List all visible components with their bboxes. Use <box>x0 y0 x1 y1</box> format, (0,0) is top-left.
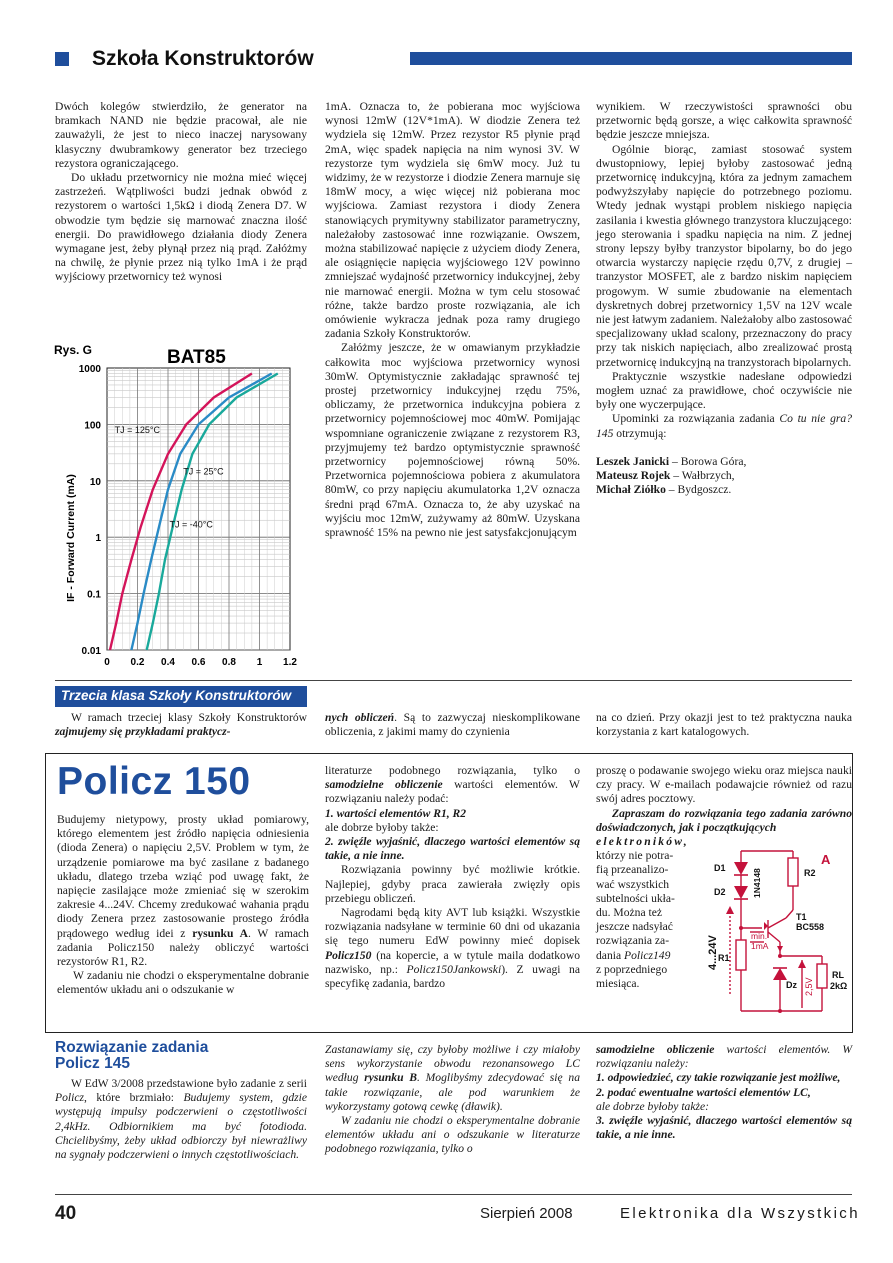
paragraph <box>596 1043 852 1071</box>
node <box>778 954 782 958</box>
paragraph <box>325 1043 580 1114</box>
chart-y-ticks <box>79 364 102 657</box>
label-t1: T1 <box>796 912 807 922</box>
winner-item <box>596 455 852 469</box>
text: samodzielne obliczenie <box>596 1043 715 1056</box>
text: nych obliczeń <box>325 711 395 724</box>
text: rysunku A <box>192 926 248 940</box>
y-tick-label: 10 <box>89 476 101 488</box>
resistor-r1 <box>736 940 746 970</box>
text: Zastanawiamy się, czy byłoby możliwe i czy miałoby sens wykorzystanie obwodu rezonansowego LC według <box>325 1043 580 1085</box>
y-tick-label: 100 <box>84 420 101 432</box>
paragraph: 1mA. Oznacza to, że pobierana moc wyjściowa wynosi 12mW (12V*1mA). W diodzie Zenera też wydziela się 12mW. Przez rezystor R5 płynie prąd 2mA, więc spadek napięcia na nim wynosi 3V. W rezystorze tym wydziela się 6mW mocy. Już tu widzimy, że w rezystorze i diodzie Zenera marnuje się 18mW mocy, a więc więcej niż pobierana moc wyjściowa. Zamiast rezystora i diody Zenera stanowiących prymitywny stabilizator parametryczny, należałoby zastosować inne rozwiązanie. Owszem, można stabilizować napięcie z użyciem diody Zenera, ale osiągnięcie napięcia wyjściowego 12V powinno zmniejszać wydajność przetwornicy indukcyjnej, żeby nie marnować energii. Można w tym celu stosować różne, także bardzo proste rozwiązania, ale ich omówienie wykracza jednak poza ramy drugiego zadania Szkoły Konstruktorów. <box>325 100 580 341</box>
paragraph <box>55 1077 307 1162</box>
label-vz: 2,5V <box>804 977 814 996</box>
article-column-2 <box>325 100 580 540</box>
invitation: Zapraszam do rozwiązania tego zadania zarówno doświadczonych, jak i początkujących <box>596 806 852 834</box>
text: Policz149 <box>624 948 671 962</box>
text: otrzymują: <box>613 426 667 440</box>
x-tick-label: 1 <box>256 657 263 668</box>
invitation-word: elektroników, <box>596 835 689 849</box>
circuit-diagram-a <box>706 848 854 1016</box>
chart-grid <box>107 368 290 650</box>
x-tick-label: 0 <box>104 657 110 668</box>
text: ). Z uwagi na specyfikę zadania, bardzo <box>325 962 580 991</box>
text: W EdW 3/2008 przedstawione było zadanie z serii <box>71 1077 307 1090</box>
bat85-chart <box>52 340 310 675</box>
third-class-column-3 <box>596 711 852 739</box>
line: którzy nie potra- <box>596 849 674 863</box>
text: literaturze podobnego rozwiązania, tylko o <box>325 764 580 777</box>
curve-label: TJ = 125°C <box>114 425 160 436</box>
label-d1: D1 <box>714 863 726 873</box>
paragraph <box>596 412 852 440</box>
paragraph <box>55 711 307 739</box>
solution-column-3 <box>596 1043 852 1142</box>
resistor-r2 <box>788 858 798 886</box>
node <box>778 1009 782 1013</box>
label-current: 1mA <box>751 941 769 951</box>
text: zajmujemy się przykładami praktycz- <box>55 725 231 739</box>
curve-0 <box>110 374 252 651</box>
winner-city: – Bydgoszcz. <box>665 483 732 497</box>
list-item: 3. zwięźle wyjaśnić, dlaczego wartości elementów są takie, a nie inne. <box>596 1114 852 1142</box>
third-class-column-2 <box>325 711 580 739</box>
x-tick-label: 0.8 <box>222 657 236 668</box>
policz150-column-2 <box>325 764 580 991</box>
text: Policz <box>55 1091 84 1105</box>
list-item: 1. wartości elementów R1, R2 <box>325 806 467 820</box>
node <box>739 926 743 930</box>
winner-item <box>596 469 852 483</box>
text: dania <box>596 948 625 962</box>
text: Upominki za rozwiązania zadania <box>612 412 780 426</box>
divider <box>55 680 852 681</box>
chart-x-ticks <box>104 657 297 668</box>
paragraph: ale dobrze byłoby także: <box>596 1099 710 1113</box>
paragraph: proszę o podawanie swojego wieku oraz miejsca nauki czy pracy. W e-mailach podawajcie również od razu swój adres pocztowy. <box>596 764 852 806</box>
label-d2: D2 <box>714 887 726 897</box>
label-rl-value: 2kΩ <box>830 981 848 991</box>
text: samodzielne obliczenie <box>325 778 443 792</box>
footer-divider <box>55 1194 852 1195</box>
page-number: 40 <box>55 1203 77 1224</box>
policz150-column-1 <box>57 813 309 998</box>
paragraph <box>325 764 580 807</box>
text: . W ramach zadania Policz150 należy obliczyć wartości rezystorów R1, R2. <box>57 926 309 969</box>
chart-ylabel: IF - Forward Current (mA) <box>65 474 77 602</box>
resistor-rl <box>817 964 827 988</box>
line: wać wszystkich <box>596 877 670 891</box>
policz150-title: Policz 150 <box>57 760 251 803</box>
winner-city: – Wałbrzych, <box>670 469 735 483</box>
issue-date: Sierpień 2008 <box>480 1205 573 1222</box>
text: Nagrodami będą kity AVT lub książki. Wszystkie rozwiązania nadsyłane w terminie 60 dni od ukazania się tego numeru EdW powinny mieć dopisek <box>325 906 580 948</box>
header-square <box>55 52 69 66</box>
paragraph: na co dzień. Przy okazji jest to też praktyczna nauka korzystania z kart katalogowych. <box>596 711 852 739</box>
line: miesiąca. <box>596 977 640 991</box>
x-tick-label: 0.6 <box>191 657 206 668</box>
line <box>596 949 704 963</box>
y-tick-label: 1000 <box>78 364 101 375</box>
chart-label: Rys. G <box>54 343 93 357</box>
line: fią przeanalizo- <box>596 863 669 877</box>
article-column-3 <box>596 100 852 497</box>
y-tick-label: 0.1 <box>87 589 101 601</box>
text: W ramach trzeciej klasy Szkoły Konstruktorów <box>71 711 307 724</box>
chart-title: BAT85 <box>167 347 226 368</box>
paragraph: W zadaniu nie chodzi o eksperymentalne dobranie elementów układu ani o odszukanie w <box>57 969 309 997</box>
winner-city: – Borowa Góra, <box>669 454 747 468</box>
paragraph: W zadaniu nie chodzi o eksperymentalne dobranie elementów układu ani o odszukanie w literaturze podobnego rozwiązania, tylko o <box>325 1114 580 1156</box>
winner-name: Leszek Janicki <box>596 454 670 468</box>
line: subtelności ukła- <box>596 891 675 905</box>
winner-item <box>596 483 852 497</box>
label-rl: RL <box>832 970 844 980</box>
text: Policz150Jankowski <box>406 962 502 976</box>
list-item: 1. odpowiedzieć, czy takie rozwiązanie jest możliwe, <box>596 1071 841 1085</box>
label-supply: 4...24V <box>707 935 719 970</box>
paragraph: Praktycznie wszystkie nadesłane odpowiedzi mogłem uznać za prawidłowe, choć oczywiście nie były one wyczerpujące. <box>596 369 852 412</box>
y-tick-label: 0.01 <box>81 646 101 657</box>
chart-svg <box>52 340 310 675</box>
curve-2 <box>147 374 278 651</box>
paragraph <box>57 813 309 969</box>
figure-label: A <box>821 852 831 867</box>
winner-name: Michał Ziółko <box>596 483 666 497</box>
label-dz: Dz <box>786 980 797 990</box>
text: . Moglibyśmy zdecydować się na takie rozwiązanie, ale pod warunkiem że wykorzystamy gotową cewkę (dławik). <box>325 1071 580 1113</box>
label-r2: R2 <box>804 868 816 878</box>
text: wartości elementów. W rozwiązaniu należy: <box>596 1043 852 1071</box>
x-tick-label: 1.2 <box>283 657 297 668</box>
paragraph: Dwóch kolegów stwierdziło, że generator na bramkach NAND nie będzie pracował, ale nie zauważyli, że jest to nieco inaczej narysowany klasyczny dwubramkowy generator bez trzeciego rezystora ograniczającego. <box>55 100 307 170</box>
text: Policz150 <box>325 948 372 962</box>
text: wartości elementów. W rozwiązaniu należy podać: <box>325 778 580 806</box>
solution-title-line: Policz 145 <box>55 1055 130 1072</box>
section-title: Szkoła Konstruktorów <box>92 47 314 70</box>
curve-1 <box>131 374 271 651</box>
third-class-header: Trzecia klasa Szkoły Konstruktorów <box>55 686 307 707</box>
curve-label: TJ = -40°C <box>169 519 213 530</box>
paragraph <box>325 906 580 991</box>
paragraph: ale dobrze byłoby także: <box>325 820 439 834</box>
text: . Są to zazwyczaj nieskomplikowane obliczenia, z jakimi mamy do czynienia <box>325 711 580 739</box>
text: Budujemy system, gdzie występują impulsy podczerwieni o częstotliwości 2,4kHz. Odbiornikiem ma być fotodioda. Chcielibyśmy, żeby układ odbiorczy był niewrażliwy na sygnały podczerwieni o innych częstotliwościach. <box>55 1091 307 1162</box>
label-r1: R1 <box>718 953 730 963</box>
article-column-1 <box>55 100 307 285</box>
curve-label: TJ = 25°C <box>183 466 224 477</box>
paragraph: wynikiem. W rzeczywistości sprawności obu przetwornic będą gorsze, a więc całkowita sprawność będzie jeszcze mniejsza. <box>596 100 852 142</box>
line: z poprzedniego <box>596 962 668 976</box>
y-tick-label: 1 <box>95 533 101 545</box>
line: du. Można też <box>596 906 662 920</box>
text: (na kopercie, a w tytule maila dodatkowo nazwisko, np.: <box>325 948 580 976</box>
winner-name: Mateusz Rojek <box>596 469 671 483</box>
solution-title <box>55 1040 208 1072</box>
chart-curves <box>110 374 278 651</box>
task-name: Co tu nie gra? 145 <box>596 412 852 440</box>
paragraph: Ogólnie biorąc, zamiast stosować system dwustopniowy, lepiej byłoby zastosować jedną przetwornicę indukcyjną, która za jednym zamachem podwyższyłaby napięcie do potrzebnego poziomu. Wtedy jednak wystąpi problem niskiego napięcia zasilania i kwestia głównego tranzystora kluczującego: jego sterowania i spadku napięcia na nim. Z jednej strony lepszy byłby tranzystor bipolarny, bo do jego otwarcia wystarczy napięcie rzędu 0,7V, z drugiej – tranzystor MOSFET, ale z bardzo niskim napięciem progowym. W sumie zbudowanie na elementach dyskretnych dobrej przetwornicy 1,5V na 12V wcale nie jest łatwym zadaniem. Należałoby albo zastosować specjalizowany układ scalony, przeznaczony do pracy przy tak niskich napięciach, albo zrealizować prostą przetwornicę indukcyjną na tranzystorach bipolarnych. <box>596 142 852 369</box>
solution-title-line: Rozwiązanie zadania <box>55 1039 209 1056</box>
text: Budujemy nietypowy, prosty układ pomiarowy, którego elementem jest źródło napięcia odniesienia (dioda Zenera) o napięciu 2,5V. Problem w tym, że urządzenie pomiarowe ma być zasilane z badanego układu, dlatego trzeba wziąć pod uwagę fakt, że napięcie zasilające może zmieniać się w szerokim zakresie 4...24V. Chcemy zredukować wahania prądu diody Zenera przez zastosowanie prostego źródła prądowego według idei z <box>57 813 309 940</box>
label-bc558: BC558 <box>796 922 825 932</box>
list-item: 2. podać ewentualne wartości elementów LC, <box>596 1085 811 1099</box>
x-tick-label: 0.2 <box>130 657 145 668</box>
text: , które brzmiało: <box>83 1091 184 1105</box>
chart-curve-labels <box>115 425 224 529</box>
magazine-name: Elektronika dla Wszystkich <box>620 1205 860 1222</box>
paragraph <box>325 711 580 739</box>
narrow-text <box>596 849 704 991</box>
list-item: 2. zwięźle wyjaśnić, dlaczego wartości elementów są takie, a nie inne. <box>325 835 580 863</box>
header-bar <box>410 52 852 65</box>
solution-column-2 <box>325 1043 580 1157</box>
x-tick-label: 0.4 <box>161 657 175 668</box>
label-1n4148: 1N4148 <box>752 868 762 898</box>
label-min: min. <box>751 931 768 941</box>
line: jeszcze nadsyłać <box>596 920 673 934</box>
paragraph: Załóżmy jeszcze, że w omawianym przykładzie całkowita moc wyjściowa przetwornicy wynosi 30mW. Optymistycznie zakładając sprawność tej prostej przetwornicy indukcyjnej rzędu 75%, obliczamy, że przetwornica indukcyjna pobiera z przetwornicy pojemnościowej moc 40mW. Pomijając wspomniane ograniczenie związane z rezystorem R3, przyjmujemy też bardzo optymistycznie sprawność przetwornicy pojemnościowej równą 50%. Przetwornica pojemnościowa pobiera z akumulatora 80mW, co przy napięciu akumulatorka 1,2V oznacza średni prąd 67mA. Oznacza to, że aby uzyskać na wyjściu moc 12mW, zużywamy aż 80mW. Uzyskana sprawność 15% na pewno nie jest satysfakcjonującym <box>325 341 580 540</box>
third-class-column-1 <box>55 711 307 739</box>
solution-column-1 <box>55 1077 307 1162</box>
line: rozwiązania za- <box>596 934 670 948</box>
paragraph: Rozwiązania powinny być możliwie krótkie. Najlepiej, gdyby praca zawierała zwięzły opis przebiegu obliczeń. <box>325 863 580 905</box>
text: rysunku B <box>364 1071 418 1085</box>
paragraph: Do układu przetwornicy nie można mieć więcej zastrzeżeń. Wątpliwości budzi jednak obwód z rezystorem o wartości 1,5kΩ i diodą Zenera D7. W obwodzie tym będzie się marnować znaczna ilość energii. Do prawidłowego działania diody Zenera wymagane jest, żeby płynął przez nią prąd. Załóżmy na chwilę, że płynie przez nią tylko 1mA i że prąd wyjściowy przetwornicy też wynosi <box>55 171 307 284</box>
